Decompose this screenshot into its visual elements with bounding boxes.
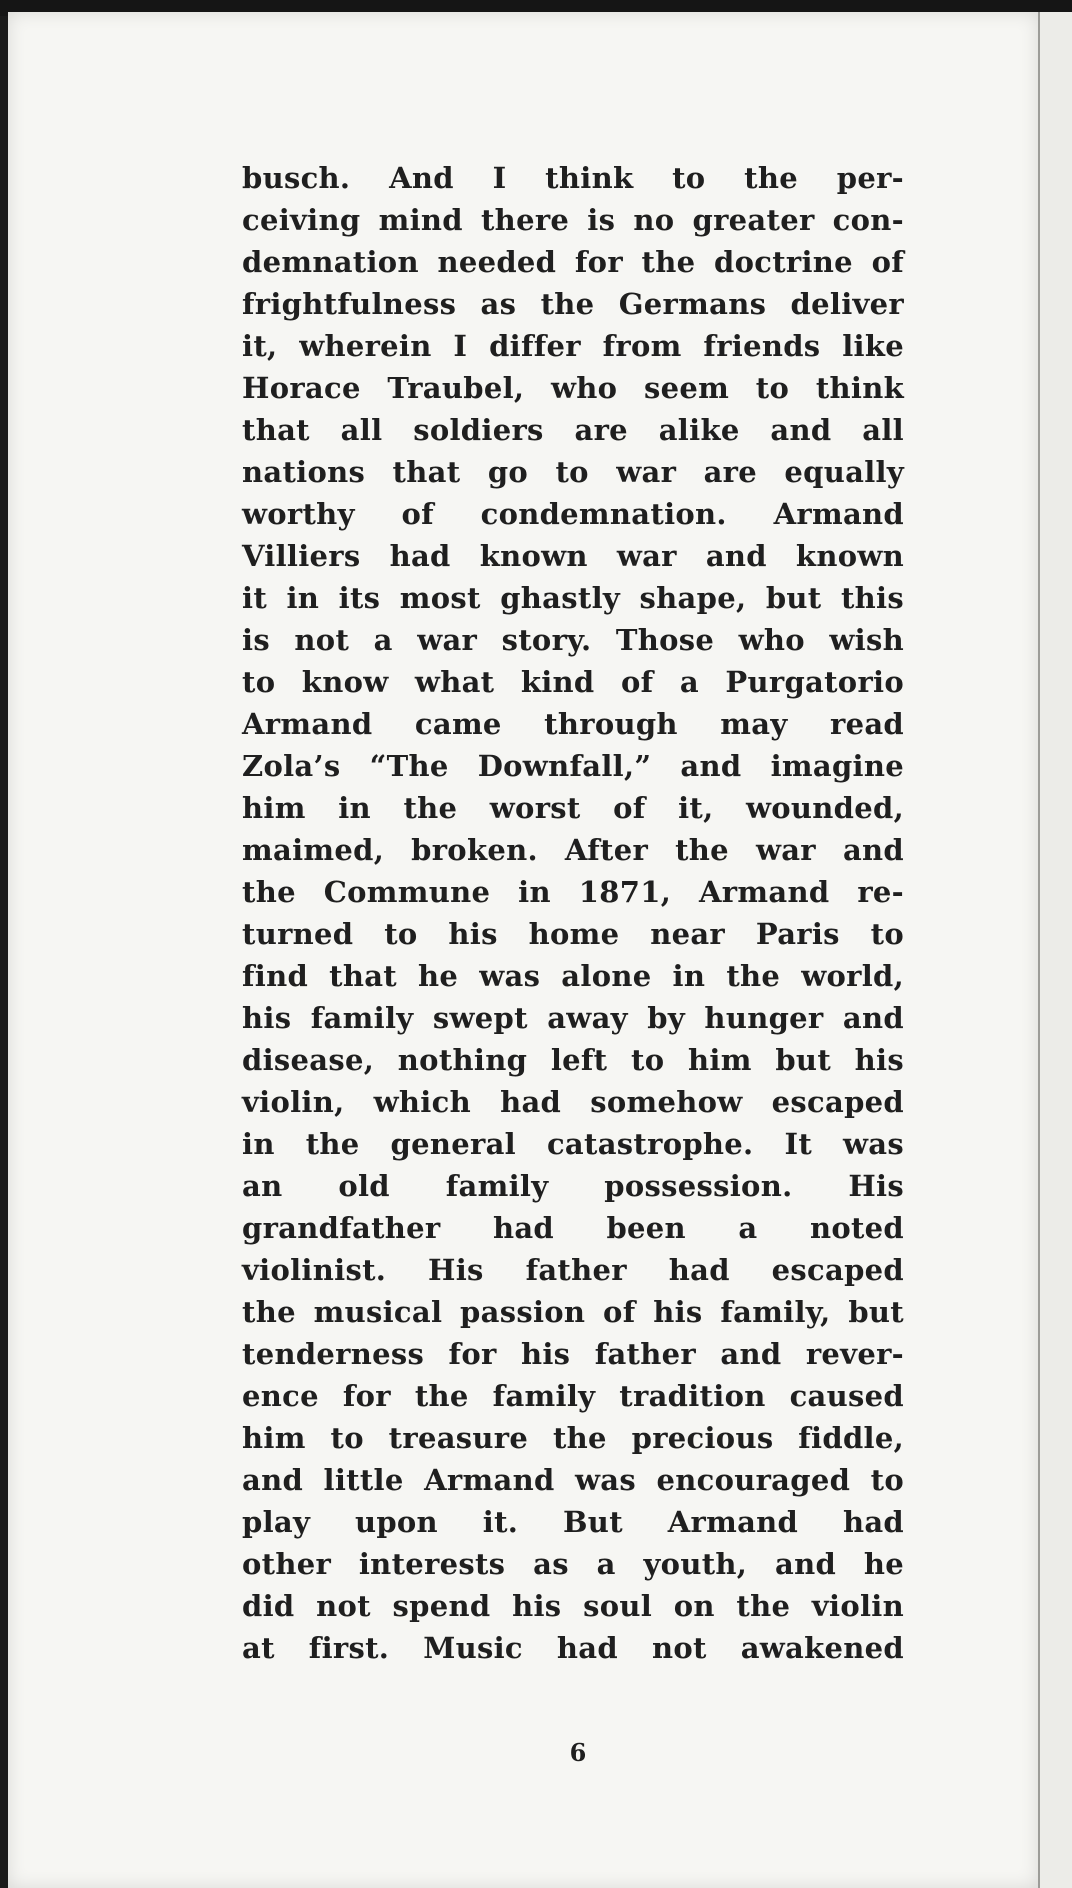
text-line: ceiving mind there is no greater con- [242, 203, 904, 237]
text-line: Zola’s “The Downfall,” and imagine [242, 749, 904, 783]
text-line: demnation needed for the doctrine of [242, 245, 904, 279]
page-number: 6 [569, 1738, 587, 1767]
text-line: is not a war story. Those who wish [242, 623, 904, 657]
text-line: nations that go to war are equally [242, 455, 904, 489]
text-line: his family swept away by hunger and [242, 1001, 904, 1035]
text-line: at first. Music had not awakened [242, 1631, 904, 1665]
text-line: busch. And I think to the per- [242, 161, 904, 195]
text-line: Villiers had known war and known [242, 539, 904, 573]
text-line: the musical passion of his family, but [242, 1295, 904, 1329]
text-line: Horace Traubel, who seem to think [242, 371, 904, 405]
text-line: other interests as a youth, and he [242, 1547, 904, 1581]
text-line: maimed, broken. After the war and [242, 833, 904, 867]
text-line: and little Armand was encouraged to [242, 1463, 904, 1497]
text-line: play upon it. But Armand had [242, 1505, 904, 1539]
text-line: frightfulness as the Germans deliver [242, 287, 904, 321]
text-line: an old family possession. His [242, 1169, 904, 1203]
body-text [242, 157, 904, 1669]
text-line: ence for the family tradition caused [242, 1379, 904, 1413]
text-line: him to treasure the precious fiddle, [242, 1421, 904, 1455]
text-line: tenderness for his father and rever- [242, 1337, 904, 1371]
text-line: violin, which had somehow escaped [242, 1085, 904, 1119]
text-line: find that he was alone in the world, [242, 959, 904, 993]
text-line: violinist. His father had escaped [242, 1253, 904, 1287]
text-line: that all soldiers are alike and all [242, 413, 904, 447]
text-line: Armand came through may read [242, 707, 904, 741]
text-line: him in the worst of it, wounded, [242, 791, 904, 825]
text-line: grandfather had been a noted [242, 1211, 904, 1245]
text-line: disease, nothing left to him but his [242, 1043, 904, 1077]
page-edge [1038, 12, 1072, 1888]
text-line: did not spend his soul on the violin [242, 1589, 904, 1623]
text-line: it, wherein I differ from friends like [242, 329, 904, 363]
text-line: it in its most ghastly shape, but this [242, 581, 904, 615]
text-line: in the general catastrophe. It was [242, 1127, 904, 1161]
text-line: the Commune in 1871, Armand re- [242, 875, 904, 909]
text-line: to know what kind of a Purgatorio [242, 665, 904, 699]
text-line: worthy of condemnation. Armand [242, 497, 904, 531]
text-line: turned to his home near Paris to [242, 917, 904, 951]
